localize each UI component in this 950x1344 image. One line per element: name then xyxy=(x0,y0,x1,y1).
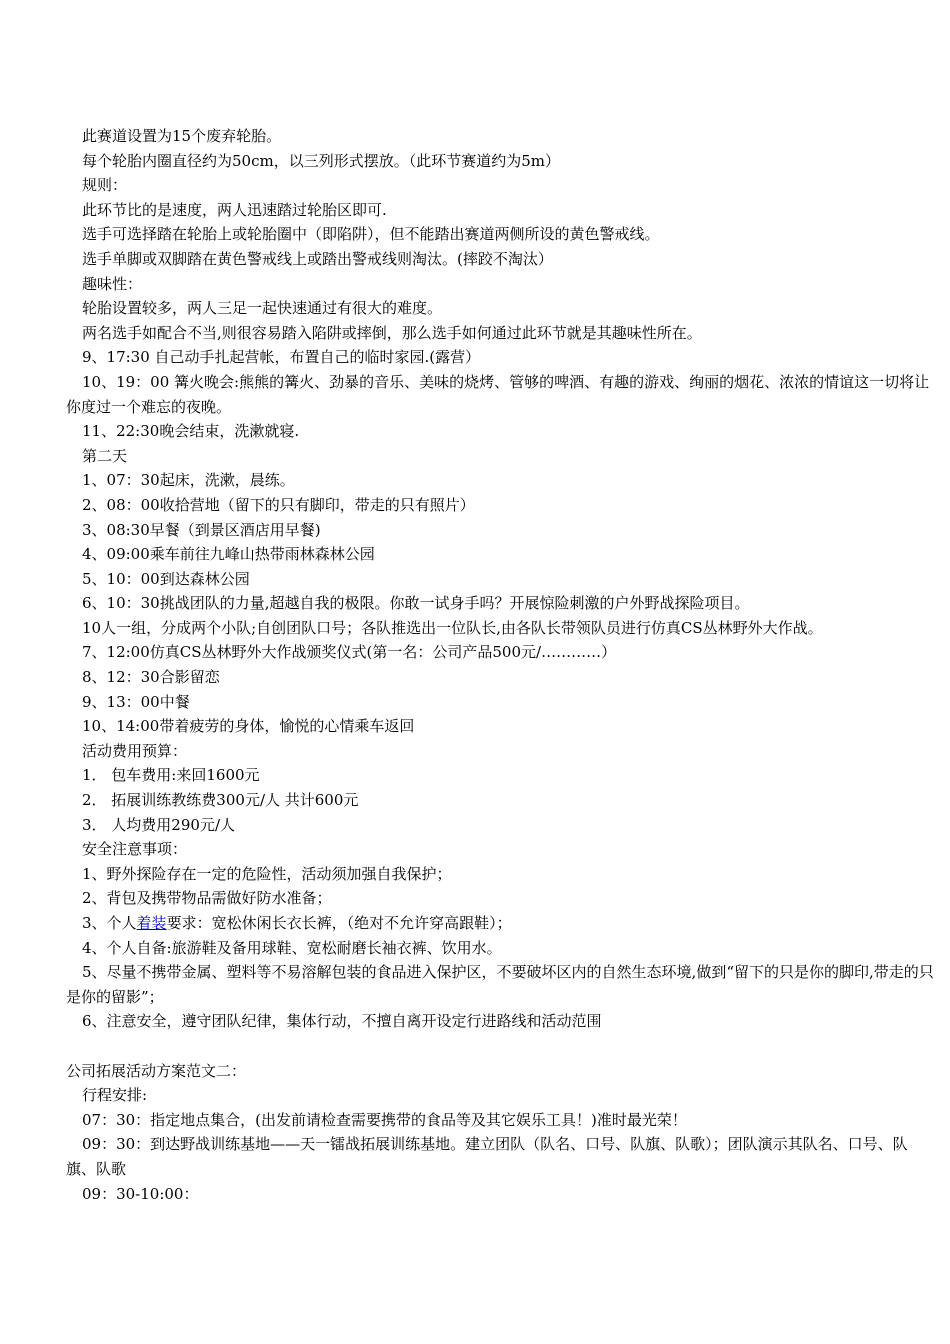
section-title: 公司拓展活动方案范文二： xyxy=(66,1061,247,1080)
schedule-paragraph-2: 09：30：到达野战训练基地——天一镭战拓展训练基地。建立团队（队名、口号、队旗、队歌）；团队演示其队名、口号、队旗、队歌 xyxy=(66,1135,908,1178)
paragraph-24: 活动费用预算： xyxy=(82,741,188,760)
paragraph-6: 趣味性： xyxy=(82,274,143,293)
schedule-paragraph-1: 07：30：指定地点集合，(出发前请检查需要携带的食品等及其它娱乐工具！)准时最光荣！ xyxy=(82,1110,687,1129)
paragraph-18: 6、10：30挑战团队的力量,超越自我的极限。你敢一试身手吗？开展惊险刺激的户外野战探险项目。 xyxy=(82,594,750,613)
paragraph-8: 两名选手如配合不当,则很容易踏入陷阱或摔倒，那么选手如何通过此环节就是其趣味性所在。 xyxy=(82,323,702,342)
paragraph-21: 8、12：30合影留恋 xyxy=(82,668,220,687)
paragraph-16: 4、09:00乘车前往九峰山热带雨林森林公园 xyxy=(82,545,375,564)
paragraph-9: 9、17:30 自己动手扎起营帐，布置自己的临时家园.(露营） xyxy=(82,348,481,367)
attire-link[interactable]: 着装 xyxy=(136,914,167,932)
paragraph-0: 此赛道设置为15个废弃轮胎。 xyxy=(82,127,282,145)
paragraph-17: 5、10：00到达森林公园 xyxy=(82,569,250,588)
paragraph-15: 3、08:30早餐（到景区酒店用早餐) xyxy=(82,520,321,539)
safety-notes-block xyxy=(66,936,934,1034)
paragraph-7: 轮胎设置较多，两人三足一起快速通过有很大的难度。 xyxy=(82,299,443,318)
paragraph-30: 2、背包及携带物品需做好防水准备； xyxy=(82,889,332,908)
paragraph-3: 此环节比的是速度，两人迅速踏过轮胎区即可. xyxy=(82,200,387,219)
paragraph-25: 1． 包车费用:来回1600元 xyxy=(82,766,260,785)
schedule-block xyxy=(66,1083,934,1206)
attire-prefix: 3、个人 xyxy=(82,914,137,932)
attire-requirement-line xyxy=(66,911,934,936)
schedule-paragraph-0: 行程安排: xyxy=(82,1086,148,1105)
paragraph-4: 选手可选择踏在轮胎上或轮胎圈中（即陷阱），但不能踏出赛道两侧所设的黄色警戒线。 xyxy=(82,225,660,244)
safety-paragraph-0: 4、个人自备:旅游鞋及备用球鞋、宽松耐磨长袖衣裤、饮用水。 xyxy=(82,938,502,957)
paragraph-10: 10、19：00 篝火晚会:熊熊的篝火、劲暴的音乐、美味的烧烤、管够的啤酒、有趣的游戏、绚丽的烟花、浓浓的情谊这一切将让你度过一个难忘的夜晚。 xyxy=(66,372,930,416)
blank-line xyxy=(66,1034,934,1059)
paragraph-13: 1、07：30起床，洗漱，晨练。 xyxy=(82,471,295,490)
itinerary-block xyxy=(66,124,934,911)
paragraph-1: 每个轮胎内圈直径约为50cm，以三列形式摆放。（此环节赛道约为5m） xyxy=(82,151,560,170)
paragraph-5: 选手单脚或双脚踏在黄色警戒线上或踏出警戒线则淘汰。(摔跤不淘汰） xyxy=(82,249,553,268)
paragraph-11: 11、22:30晚会结束，洗漱就寝. xyxy=(82,422,300,441)
paragraph-14: 2、08：00收拾营地（留下的只有脚印，带走的只有照片） xyxy=(82,495,475,514)
safety-paragraph-2: 6、注意安全，遵守团队纪律，集体行动，不擅自离开设定行进路线和活动范围 xyxy=(82,1012,602,1031)
paragraph-28: 安全注意事项： xyxy=(82,840,188,859)
paragraph-23: 10、14:00带着疲劳的身体，愉悦的心情乘车返回 xyxy=(82,717,415,736)
paragraph-27: 3． 人均费用290元/人 xyxy=(82,815,235,834)
attire-suffix: 要求：宽松休闲长衣长裤，（绝对不允许穿高跟鞋）； xyxy=(166,914,512,932)
safety-paragraph-1: 5、尽量不携带金属、塑料等不易溶解包装的食品进入保护区，不要破坏区内的自然生态环境,做到“留下的只是你的脚印,带走的只是你的留影”； xyxy=(66,963,934,1006)
paragraph-2: 规则： xyxy=(82,176,128,195)
paragraph-22: 9、13：00中餐 xyxy=(82,692,190,711)
schedule-paragraph-3: 09：30-10:00： xyxy=(82,1184,199,1203)
paragraph-12: 第二天 xyxy=(82,446,128,465)
paragraph-19: 10人一组，分成两个小队;自创团队口号；各队推选出一位队长,由各队长带领队员进行仿真CS丛林野外大作战。 xyxy=(82,618,823,637)
paragraph-20: 7、12:00仿真CS丛林野外大作战颁奖仪式(第一名：公司产品500元/…………） xyxy=(82,643,617,662)
paragraph-29: 1、野外探险存在一定的危险性，活动须加强自我保护； xyxy=(82,864,452,883)
document-page xyxy=(66,124,934,1206)
paragraph-26: 2． 拓展训练教练费300元/人 共计600元 xyxy=(82,791,359,810)
